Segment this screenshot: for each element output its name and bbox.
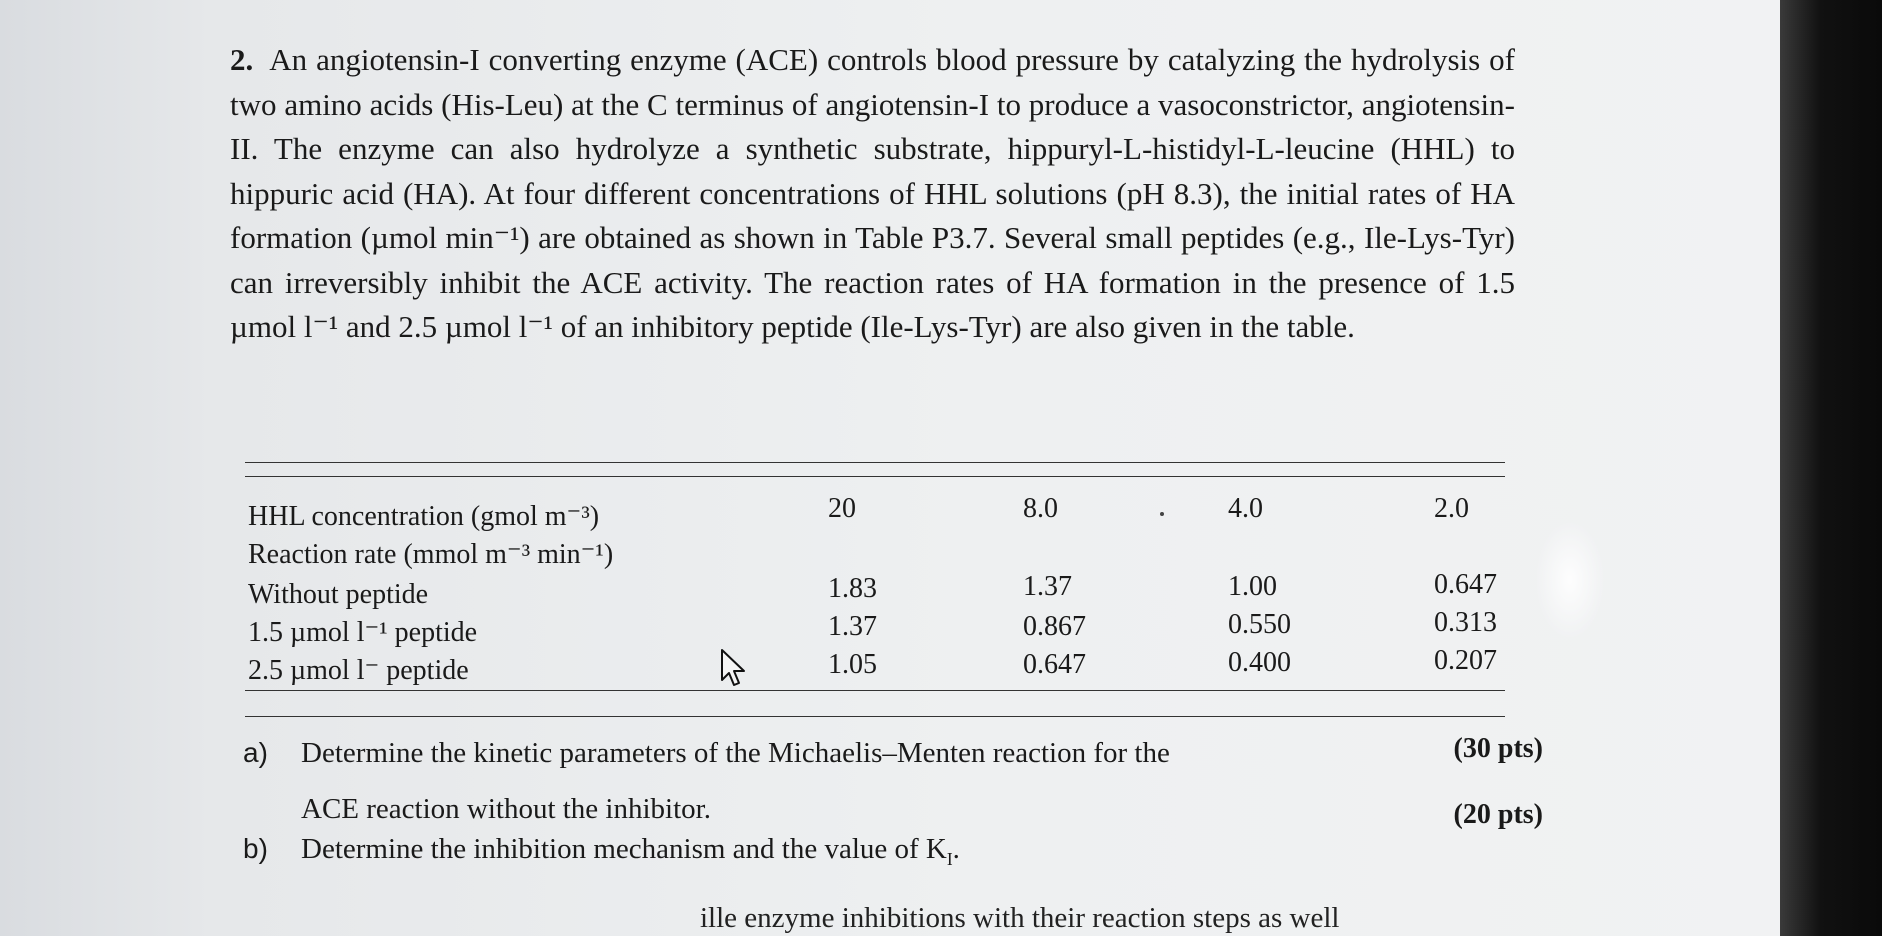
question-text: Determine the inhibition mechanism and the value of K [301, 833, 947, 865]
problem-statement [230, 38, 1515, 350]
table-cell: 0.550 [1228, 609, 1291, 640]
table-cell: 1.37 [1023, 571, 1072, 602]
subheader-label: Reaction rate (mmol m⁻³ min⁻¹) [248, 539, 614, 570]
screen-glare [1535, 520, 1605, 640]
table-cell: 0.647 [1023, 649, 1086, 680]
table-top-rule-inner [245, 476, 1505, 477]
header-label: HHL concentration (gmol m⁻³) [248, 501, 600, 532]
row-label: 1.5 µmol l⁻¹ peptide [248, 617, 478, 648]
cutoff-text: ille enzyme inhibitions with their reaction steps as well [700, 902, 1340, 934]
table-cell: 0.400 [1228, 647, 1291, 678]
table-header-row [248, 493, 1508, 536]
question-a-continued: ACE reaction without the inhibitor. [301, 793, 711, 825]
row-label: Without peptide [248, 579, 429, 610]
question-subscript: I [946, 848, 953, 869]
screen-bezel [1780, 0, 1882, 936]
table-cell: 1.83 [828, 573, 877, 604]
header-value: 2.0 [1434, 493, 1469, 524]
table-cell: 1.05 [828, 649, 877, 680]
header-value: 20 [828, 493, 856, 524]
table-bottom-rule [245, 690, 1505, 691]
header-value: 8.0 [1023, 493, 1058, 524]
table-cell: 0.647 [1434, 569, 1497, 600]
row-label: 2.5 µmol l⁻ peptide [248, 655, 469, 686]
table-cell: 0.867 [1023, 611, 1086, 642]
question-a [243, 733, 1543, 773]
table-cell: 0.313 [1434, 607, 1497, 638]
problem-number: 2. [230, 42, 254, 77]
question-text: Determine the kinetic parameters of the Michaelis–Menten reaction for the [301, 737, 1170, 769]
table-cell: 1.00 [1228, 571, 1277, 602]
question-text-end: . [952, 833, 960, 865]
question-letter: b) [243, 833, 268, 864]
table-bottom-rule-inner [245, 716, 1505, 717]
question-points: (20 pts) [1453, 799, 1543, 830]
table-cell: 1.37 [828, 611, 877, 642]
question-points: (30 pts) [1453, 733, 1543, 764]
question-b [243, 829, 960, 879]
table-cell: 0.207 [1434, 645, 1497, 676]
table-row [248, 645, 1508, 690]
mouse-cursor-icon [720, 648, 750, 690]
header-value: 4.0 [1228, 493, 1263, 524]
table-top-rule [245, 462, 1505, 463]
question-letter: a) [243, 737, 268, 768]
problem-text: An angiotensin-I converting enzyme (ACE) controls blood pressure by catalyzing the hydrolysis of two amino acids (His-Leu) at the C terminus of angiotensin-I to produce a vasoconstrictor, angiotensin-II. The enzyme can also hydrolyze a synthetic substrate, hippuryl-L-histidyl-L-leucine (HHL) to hippuric acid (HA). At four different concentrations of HHL solutions (pH 8.3), the initial rates of HA formation (µmol min⁻¹) are obtained as shown in Table P3.7. Several small peptides (e.g., Ile-Lys-Tyr) can irreversibly inhibit the ACE activity. The reaction rates of HA formation in the presence of 1.5 µmol l⁻¹ and 2.5 µmol l⁻¹ of an inhibitory peptide (Ile-Lys-Tyr) are also given in the table. [230, 42, 1515, 344]
